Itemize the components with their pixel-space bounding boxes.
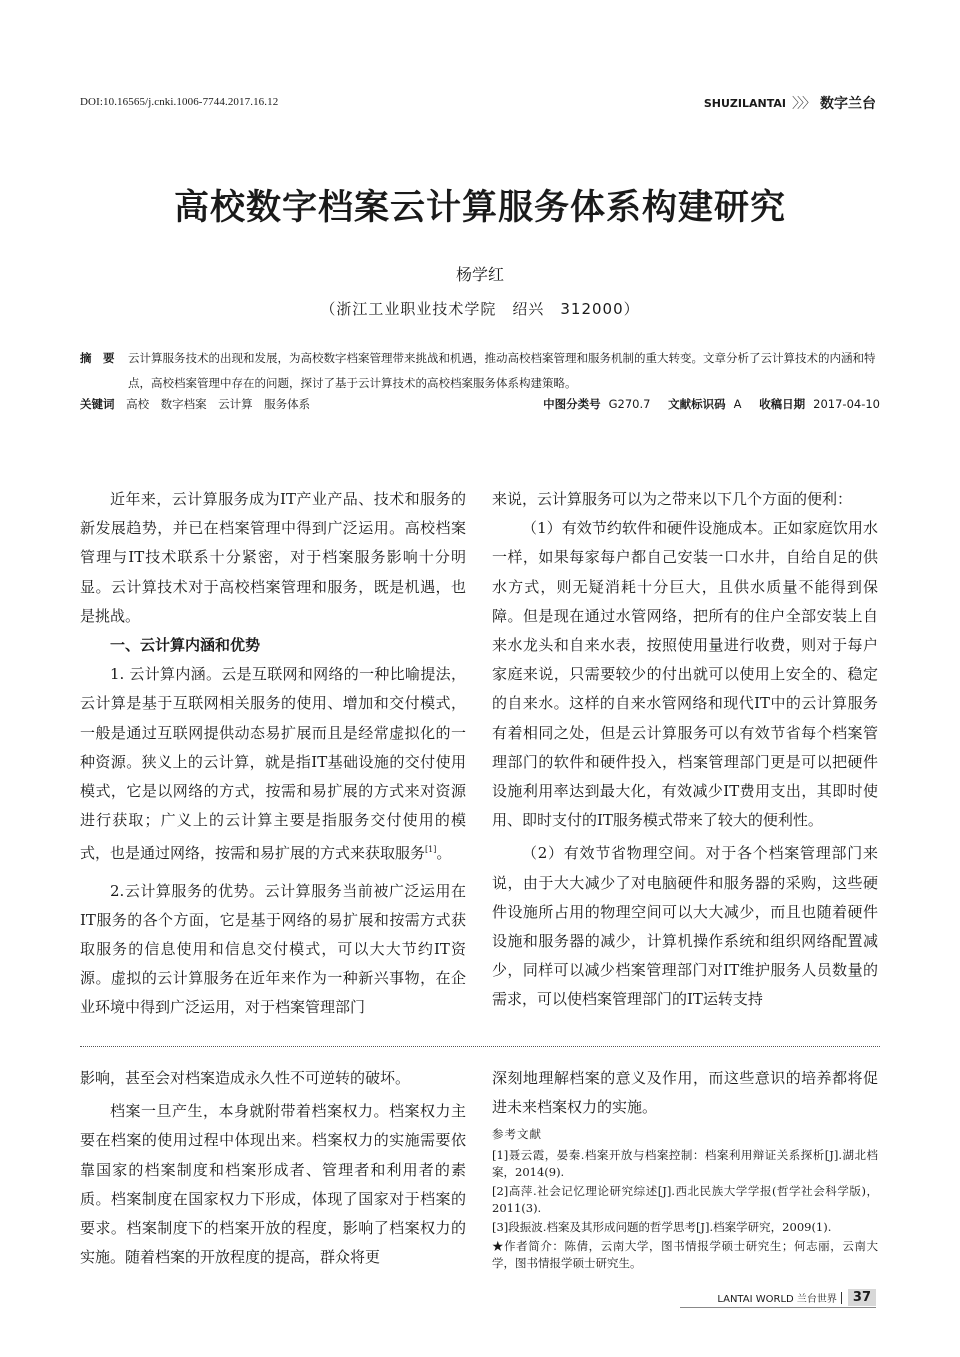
paragraph-cloud-definition: 1. 云计算内涵。云是互联网和网络的一种比喻提法，云计算是基于互联网相关服务的使用、增加和交付模式，一般是通过互联网提供动态易扩展而且是经常虚拟化的一种资源。狭义上的云计算，就是指IT基础设施的交付使用模式，它是以网络的方式，按需和易扩展的方式来对资源进行获取；广义上的云计算主要是指服务交付使用的模式，也是通过网络，按需和易扩展的方式来获取服务[1]。 bbox=[80, 665, 466, 863]
doc-code-label: 文献标识码 bbox=[668, 397, 726, 411]
upper-left-column bbox=[80, 485, 466, 1023]
footer-rule bbox=[680, 1307, 876, 1308]
journal-section-tag bbox=[704, 93, 876, 113]
article-title: 高校数字档案云计算服务体系构建研究 bbox=[173, 188, 786, 228]
column-break-divider bbox=[80, 1046, 880, 1047]
lower-left-column bbox=[80, 1064, 466, 1272]
chevron-right-icon: 〉〉〉 bbox=[792, 96, 814, 112]
page-number: 37 bbox=[848, 1289, 876, 1306]
clc-label: 中图分类号 bbox=[543, 397, 601, 411]
keywords-text: 高校 数字档案 云计算 服务体系 bbox=[126, 397, 311, 411]
paragraph-archive-power: 档案一旦产生，本身就附带着档案权力。档案权力主要在档案的使用过程中体现出来。档案权力的实施需要依靠国家的档案制度和档案形成者、管理者和利用者的素质。档案制度在国家权力下形成，体现了国家对于档案的要求。档案制度下的档案开放的程度，影响了档案权力的实施。随着档案的开放程度的提高，群众将更 bbox=[80, 1102, 466, 1267]
references-heading: 参考文献 bbox=[492, 1127, 542, 1142]
keywords-label: 关键词 bbox=[80, 397, 115, 411]
paragraph-cost-saving: （1）有效节约软件和硬件设施成本。正如家庭饮用水一样，如果每家每户都自己安装一口水井，自给自足的供水方式，则无疑消耗十分巨大，且供水质量不能得到保障。但是现在通过水管网络，把所有的住户全部安装上自来水龙头和自来水表，按照使用量进行收费，则对于每户家庭来说，只需要较少的付出就可以使用上安全的、稳定的自来水。这样的自来水管网络和现代IT中的云计算服务有着相同之处，但是云计算服务可以有效节省每个档案管理部门的软件和硬件投入，档案管理部门更是可以把硬件设施利用率达到最大化，有效减少IT费用支出，其即时使用、即时支付的IT服务模式带来了较大的便利性。 bbox=[492, 519, 878, 830]
author-bio: ★作者简介：陈倩，云南大学，图书情报学硕士研究生；何志丽，云南大学，图书情报学硕士研究生。 bbox=[492, 1239, 878, 1271]
reference-item: [3]段振波.档案及其形成问题的哲学思考[J].档案学研究，2009(1). bbox=[492, 1220, 832, 1235]
paragraph-continued: 来说，云计算服务可以为之带来以下几个方面的便利： bbox=[492, 490, 853, 508]
classification-meta bbox=[543, 396, 880, 412]
received-date-label: 收稿日期 bbox=[759, 397, 806, 411]
citation-marker: [1] bbox=[425, 845, 437, 855]
author-affiliation: （浙江工业职业技术学院 绍兴 312000） bbox=[320, 300, 640, 318]
footer-separator bbox=[841, 1292, 842, 1304]
paragraph-space-saving: （2）有效节省物理空间。对于各个档案管理部门来说，由于大大减少了对电脑硬件和服务器的采购，这些硬件设施所占用的物理空间可以大大减少，而且也随着硬件设施和服务器的减少，计算机操作系统和组织网络配置减少，同样可以减少档案管理部门对IT维护服务人员数量的需求，可以使档案管理部门的IT运转支持 bbox=[492, 844, 878, 1009]
references-block bbox=[492, 1126, 878, 1272]
reference-item: [1]聂云霞，晏秦.档案开放与档案控制：档案利用辩证关系探析[J].湖北档案，2014(9). bbox=[492, 1148, 878, 1180]
footer-magazine: LANTAI WORLD 兰台世界 bbox=[717, 1294, 837, 1305]
upper-right-column bbox=[492, 485, 878, 1015]
abstract-block bbox=[80, 346, 880, 396]
author-name: 杨学红 bbox=[455, 265, 504, 284]
page-footer bbox=[717, 1289, 876, 1306]
keywords-row bbox=[80, 396, 880, 412]
intro-paragraph: 近年来，云计算服务成为IT产业产品、技术和服务的新发展趋势，并已在档案管理中得到广泛运用。高校档案管理与IT技术联系十分紧密，对于档案服务影响十分明显。云计算技术对于高校档案管理和服务，既是机遇，也是挑战。 bbox=[80, 490, 466, 625]
clc-value: G270.7 bbox=[608, 397, 651, 411]
lower-right-column bbox=[492, 1064, 878, 1274]
abstract-label: 摘 要 bbox=[80, 351, 115, 365]
abstract-text: 云计算服务技术的出现和发展，为高校数字档案管理带来挑战和机遇，推动高校档案管理和服务机制的重大转变。文章分析了云计算技术的内涵和特点，高校档案管理中存在的问题，探讨了基于云计算技术的高校档案服务体系构建策略。 bbox=[128, 351, 876, 390]
doi-text: DOI:10.16565/j.cnki.1006-7744.2017.16.12 bbox=[80, 96, 279, 108]
paragraph-cloud-advantages: 2.云计算服务的优势。云计算服务当前被广泛运用在IT服务的各个方面，它是基于网络的易扩展和按需方式获取服务的信息使用和信息交付模式，可以大大节约IT资源。虚拟的云计算服务在近年来作为一种新兴事物，在企业环境中得到广泛运用，对于档案管理部门 bbox=[80, 881, 466, 1017]
journal-name-en: SHUZILANTAI bbox=[703, 96, 786, 110]
doc-code-value: A bbox=[733, 397, 742, 411]
paragraph-conclusion: 深刻地理解档案的意义及作用，而这些意识的培养都将促进未来档案权力的实施。 bbox=[492, 1069, 878, 1117]
reference-item: [2]高萍.社会记忆理论研究综述[J].西北民族大学学报(哲学社会科学版)，2011(3). bbox=[492, 1184, 878, 1216]
section-heading-1: 一、云计算内涵和优势 bbox=[110, 636, 261, 655]
paragraph-continued-lower: 影响，甚至会对档案造成永久性不可逆转的破坏。 bbox=[80, 1069, 411, 1087]
journal-name-cn: 数字兰台 bbox=[820, 96, 876, 112]
received-date-value: 2017-04-10 bbox=[813, 397, 880, 411]
